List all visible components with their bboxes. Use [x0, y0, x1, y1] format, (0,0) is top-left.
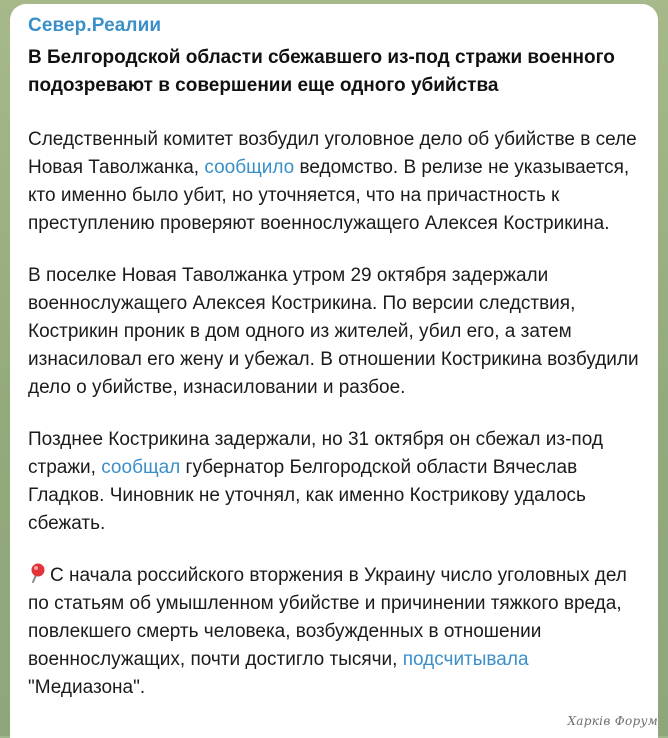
link-soobshchal[interactable]: сообщал: [101, 457, 180, 478]
link-soobshchilo[interactable]: сообщило: [204, 157, 294, 178]
message-paragraph-2: [28, 262, 644, 402]
message-paragraph-3: [28, 426, 644, 538]
paragraph-text: Позднее Кострикина задержали, но 31 октября он сбежал из-под стражи,: [28, 429, 603, 478]
watermark: Харків Форум: [567, 714, 658, 728]
paragraph-text: С начала российского вторжения в Украину число уголовных дел по статьям об умышленном убийстве и причинении тяжкого вреда, повлекшего смерть человека, возбужденных в отношении военнослужащих, почти достигло тысячи,: [28, 565, 627, 670]
round-pushpin-icon: [28, 563, 46, 583]
paragraph-text: Следственный комитет возбудил уголовное дело об убийстве в селе Новая Таволжанка,: [28, 129, 637, 178]
channel-name[interactable]: Север.Реалии: [28, 14, 644, 38]
paragraph-text: губернатор Белгородской области Вячеслав Гладков. Чиновник не уточнял, как именно Кострикову удалось сбежать.: [28, 457, 586, 534]
message-paragraph-4: [28, 562, 644, 702]
link-podschityvala[interactable]: подсчитывала: [403, 649, 529, 670]
message-headline: В Белгородской области сбежавшего из-под стражи военного подозревают в совершении еще одного убийства: [28, 44, 644, 100]
paragraph-text: ведомство. В релизе не указывается, кто именно было убит, но уточняется, что на причастность к преступлению проверяют военнослужащего Алексея Кострикина.: [28, 157, 629, 234]
paragraph-text: "Медиазона".: [28, 677, 145, 698]
message-bubble: [10, 4, 658, 738]
paragraph-text: В поселке Новая Таволжанка утром 29 октября задержали военнослужащего Алексея Кострикина. По версии следствия, Кострикин проник в дом одного из жителей, убил его, а затем изнасиловал его жену и убежал. В отношении Кострикина возбудили дело о убийстве, изнасиловании и разбое.: [28, 265, 639, 398]
message-paragraph-1: [28, 126, 644, 238]
